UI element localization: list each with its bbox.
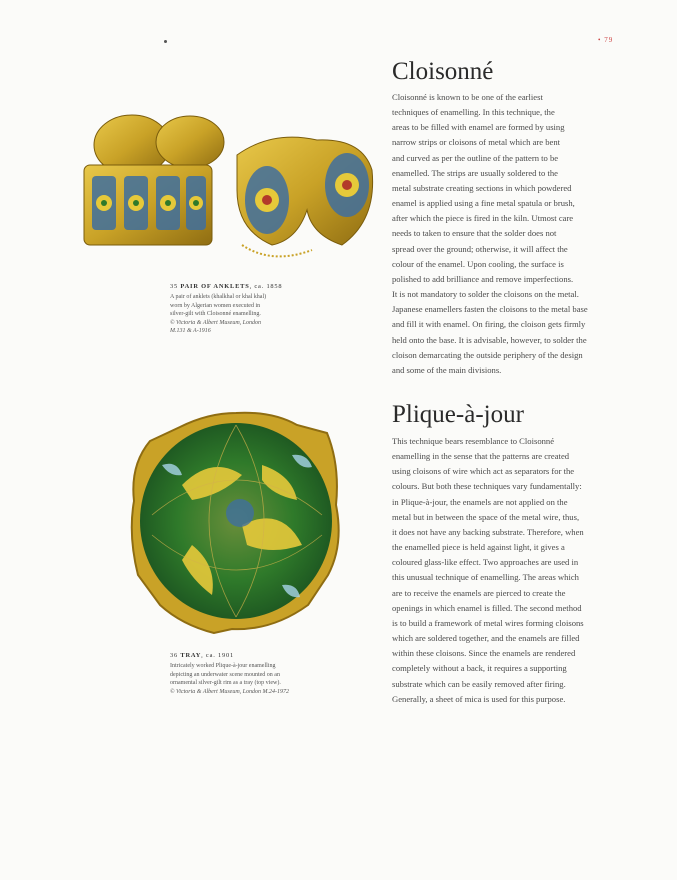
caption-line: © Victoria & Albert Museum, London xyxy=(170,319,261,326)
tray-image xyxy=(122,405,350,637)
body-line: and fill it with enamel. On firing, the cloison gets firmly xyxy=(392,319,586,330)
body-line: Cloisonné is known to be one of the earliest xyxy=(392,92,543,102)
body-line: This technique bears resemblance to Cloisonné xyxy=(392,436,555,446)
body-line: held onto the base. It is advisable, however, to solder the xyxy=(392,334,587,345)
caption-anklets xyxy=(170,283,300,335)
body-line: narrow strips or cloisons of metal which are bent xyxy=(392,137,561,148)
caption-anklets-title xyxy=(170,283,300,291)
body-line: within these cloisons. Since the enamels are rendered xyxy=(392,648,576,659)
caption-date: , ca. 1901 xyxy=(201,652,234,659)
body-line: is to build a framework of metal wires forming cloisons xyxy=(392,617,584,628)
caption-line: Intricately worked Plique-à-jour enamelling xyxy=(170,663,276,670)
body-line: and some of the main divisions. xyxy=(392,364,502,375)
body-line: colour of the enamel. Upon cooling, the surface is xyxy=(392,258,564,269)
caption-title: TRAY xyxy=(180,652,202,659)
page-dot xyxy=(164,40,167,43)
body-line: polished to add brilliance and remove imperfections. xyxy=(392,273,574,284)
body-line: cloison demarcating the outside periphery of the design xyxy=(392,349,583,360)
caption-line: silver-gilt with Cloisonné enamelling. xyxy=(170,311,261,318)
body-line: substrate which can be easily removed after firing. xyxy=(392,678,566,689)
caption-line: © Victoria & Albert Museum, London M.24-1972 xyxy=(170,688,289,695)
body-line: spread over the ground; otherwise, it will affect the xyxy=(392,243,568,254)
body-line: this unusual technique of enamelling. The areas which xyxy=(392,572,579,583)
caption-date: , ca. 1858 xyxy=(249,283,283,290)
body-line: the enamelled piece is held against light, it gives a xyxy=(392,542,565,553)
caption-line: ornamental silver-gilt rim as a tray (top view). xyxy=(170,680,281,687)
body-line: are to receive the enamels are pierced to create the xyxy=(392,587,566,598)
body-line: completely without a back, it requires a supporting xyxy=(392,663,567,674)
body-line: metal substrate creating sections in which powdered xyxy=(392,182,572,193)
body-line: openings in which enamel is filled. The second method xyxy=(392,602,582,613)
body-line: it does not have any backing substrate. Therefore, when xyxy=(392,526,584,537)
body-line: enamelling in the sense that the patterns are created xyxy=(392,451,570,462)
anklets-image xyxy=(72,110,387,270)
caption-number: 35 xyxy=(170,283,178,290)
body-line: which are soldered together, and the enamels are filled xyxy=(392,633,580,644)
caption-line: M.131 & A-1916 xyxy=(170,328,211,335)
caption-tray-title xyxy=(170,652,330,660)
body-line: techniques of enamelling. In this technique, the xyxy=(392,107,555,118)
caption-line: A pair of anklets (khalkhal or khal khal) xyxy=(170,294,267,301)
body-line: It is not mandatory to solder the cloisons on the metal. xyxy=(392,289,579,300)
body-line: and curved as per the outline of the pattern to be xyxy=(392,152,559,163)
section-heading-plique-a-jour: Plique-à-jour xyxy=(392,401,524,428)
page-number: • 79 xyxy=(598,36,614,44)
section-heading-cloisonne: Cloisonné xyxy=(392,58,494,85)
body-line: coloured glass-like effect. Two approaches are used in xyxy=(392,557,579,568)
body-line: needs to taken to ensure that the solder does not xyxy=(392,228,557,239)
body-line: metal but in between the space of the metal wire, thus, xyxy=(392,511,580,522)
body-line: enamelled. The strips are usually soldered to the xyxy=(392,167,558,178)
body-line: enamel is applied using a fine metal spatula or brush, xyxy=(392,198,575,209)
caption-number: 36 xyxy=(170,652,178,659)
caption-title: PAIR OF ANKLETS xyxy=(180,283,250,290)
caption-line: depicting an underwater scene mounted on an xyxy=(170,671,280,678)
body-line: using cloisons of wire which act as separators for the xyxy=(392,466,575,477)
body-line: colours. But both these techniques vary fundamentally: xyxy=(392,481,582,492)
body-line: areas to be filled with enamel are formed by using xyxy=(392,122,565,133)
body-line: Generally, a sheet of mica is used for this purpose. xyxy=(392,693,566,704)
section-body-plique-a-jour xyxy=(392,434,624,707)
section-body-cloisonne xyxy=(392,90,624,378)
caption-line: worn by Algerian women executed in xyxy=(170,302,261,309)
caption-tray xyxy=(170,652,330,696)
body-line: Japanese enamellers fasten the cloisons to the metal base xyxy=(392,304,588,315)
body-line: in Plique-à-jour, the enamels are not applied on the xyxy=(392,496,568,507)
body-line: after which the piece is fired in the kiln. Utmost care xyxy=(392,213,574,224)
